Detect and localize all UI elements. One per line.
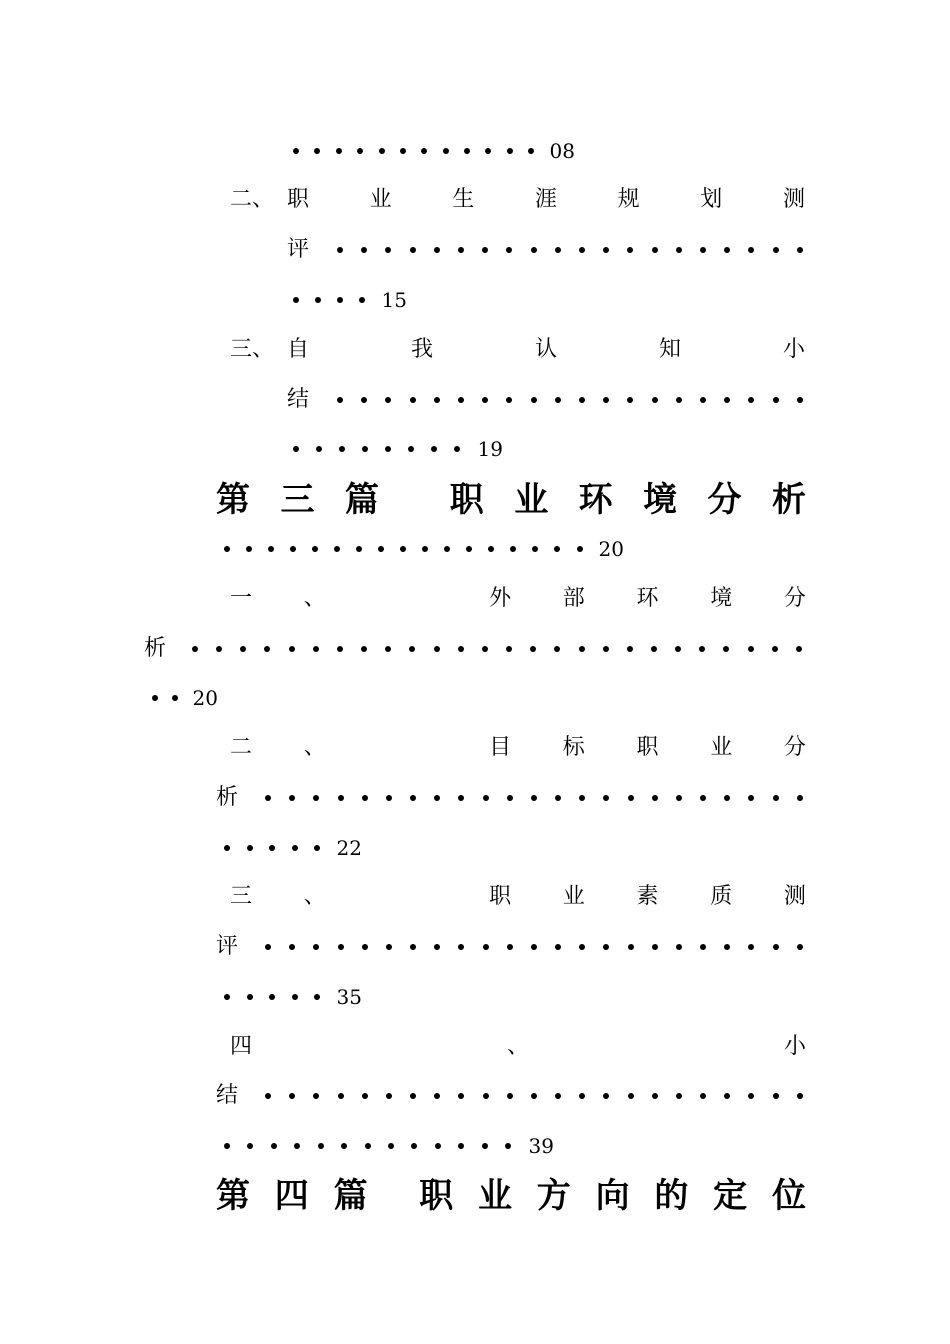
toc-entry-target-career[interactable] [230,723,806,773]
heading-char: 境 [643,480,678,520]
heading-char: 的 [654,1176,689,1216]
heading-char: 职 [449,480,484,520]
heading-char: 第 [216,1176,250,1216]
heading-char: 析 [771,480,806,520]
toc-leader [337,375,803,425]
toc-char: 三 [230,884,253,909]
page-number: 20 [192,686,218,710]
page-number: 22 [336,836,362,860]
toc-char: 业 [369,187,392,212]
toc-leader-15 [293,275,407,325]
page-number: 20 [598,537,624,561]
toc-char: 小 [782,337,805,362]
toc-entry-professional-quality[interactable] [230,872,806,922]
toc-part-heading-4[interactable] [216,1168,806,1224]
toc-char: 二 [230,735,253,760]
heading-char: 定 [713,1176,748,1216]
heading-char: 四 [274,1176,309,1216]
page-number: 35 [336,985,362,1009]
toc-lead-char: 析 [216,785,239,810]
toc-char: 外 [489,586,512,611]
heading-char: 方 [536,1176,571,1216]
toc-leader-39 [224,1121,554,1171]
toc-char: 、 [506,1034,529,1059]
toc-part-heading-3[interactable] [216,472,806,528]
toc-char: 境 [710,586,733,611]
toc-char: 测 [783,884,806,909]
toc-char: 四 [230,1034,253,1059]
toc-char: 、 [303,735,326,760]
toc-leader-08 [293,126,575,176]
toc-char: 分 [783,735,806,760]
toc-char: 职 [636,735,659,760]
toc-leader-20 [224,524,624,574]
toc-char: 小 [783,1034,806,1059]
heading-char: 环 [578,480,613,520]
toc-char: 标 [562,735,585,760]
toc-leader-19 [293,424,503,474]
toc-char: 、 [303,586,326,611]
toc-char: 职 [489,884,512,909]
page-number: 19 [477,437,503,461]
toc-leader [265,1071,803,1121]
toc-char: 划 [700,187,723,212]
heading-char: 分 [707,480,742,520]
heading-char: 篇 [344,480,379,520]
heading-char: 业 [514,480,549,520]
toc-char: 目 [489,735,512,760]
heading-char: 第 [216,480,250,520]
toc-char: 、 [303,884,326,909]
toc-char: 业 [710,735,733,760]
toc-number: 二、 [230,187,275,212]
toc-char: 一 [230,586,253,611]
heading-char: 篇 [333,1176,368,1216]
toc-char: 素 [636,884,659,909]
toc-entry-summary[interactable] [230,1022,806,1072]
toc-leader-35 [224,972,362,1022]
toc-char: 我 [410,337,433,362]
toc-entry-self-awareness[interactable] [287,325,805,375]
toc-char: 生 [452,187,475,212]
toc-char: 质 [710,884,733,909]
toc-leader [337,225,803,275]
toc-char: 涯 [534,187,557,212]
toc-leader [265,773,803,823]
heading-char: 向 [595,1176,630,1216]
toc-entry-external-environment[interactable] [230,574,806,624]
page-number: 08 [549,139,575,163]
heading-char: 职 [419,1176,454,1216]
toc-lead-char: 评 [287,237,310,262]
toc-char: 职 [287,187,310,212]
toc-char: 业 [562,884,585,909]
toc-char: 测 [782,187,805,212]
toc-char: 认 [534,337,557,362]
toc-leader-22 [224,823,362,873]
toc-leader-20 [152,673,218,723]
toc-char: 知 [658,337,681,362]
toc-number: 三、 [230,337,275,362]
toc-lead-char: 结 [216,1083,239,1108]
toc-entry-career-planning[interactable] [287,175,805,225]
toc-char: 部 [562,586,585,611]
heading-char: 三 [280,480,315,520]
page-number: 15 [381,288,407,312]
heading-char: 位 [771,1176,806,1216]
toc-char: 规 [617,187,640,212]
toc-leader [192,624,802,674]
toc-lead-char: 析 [144,636,167,661]
toc-char: 自 [287,337,310,362]
page-number: 39 [528,1134,554,1158]
heading-char: 业 [477,1176,512,1216]
toc-char: 分 [783,586,806,611]
toc-lead-char: 评 [216,934,239,959]
toc-lead-char: 结 [287,387,310,412]
toc-leader [265,922,803,972]
toc-char: 环 [636,586,659,611]
